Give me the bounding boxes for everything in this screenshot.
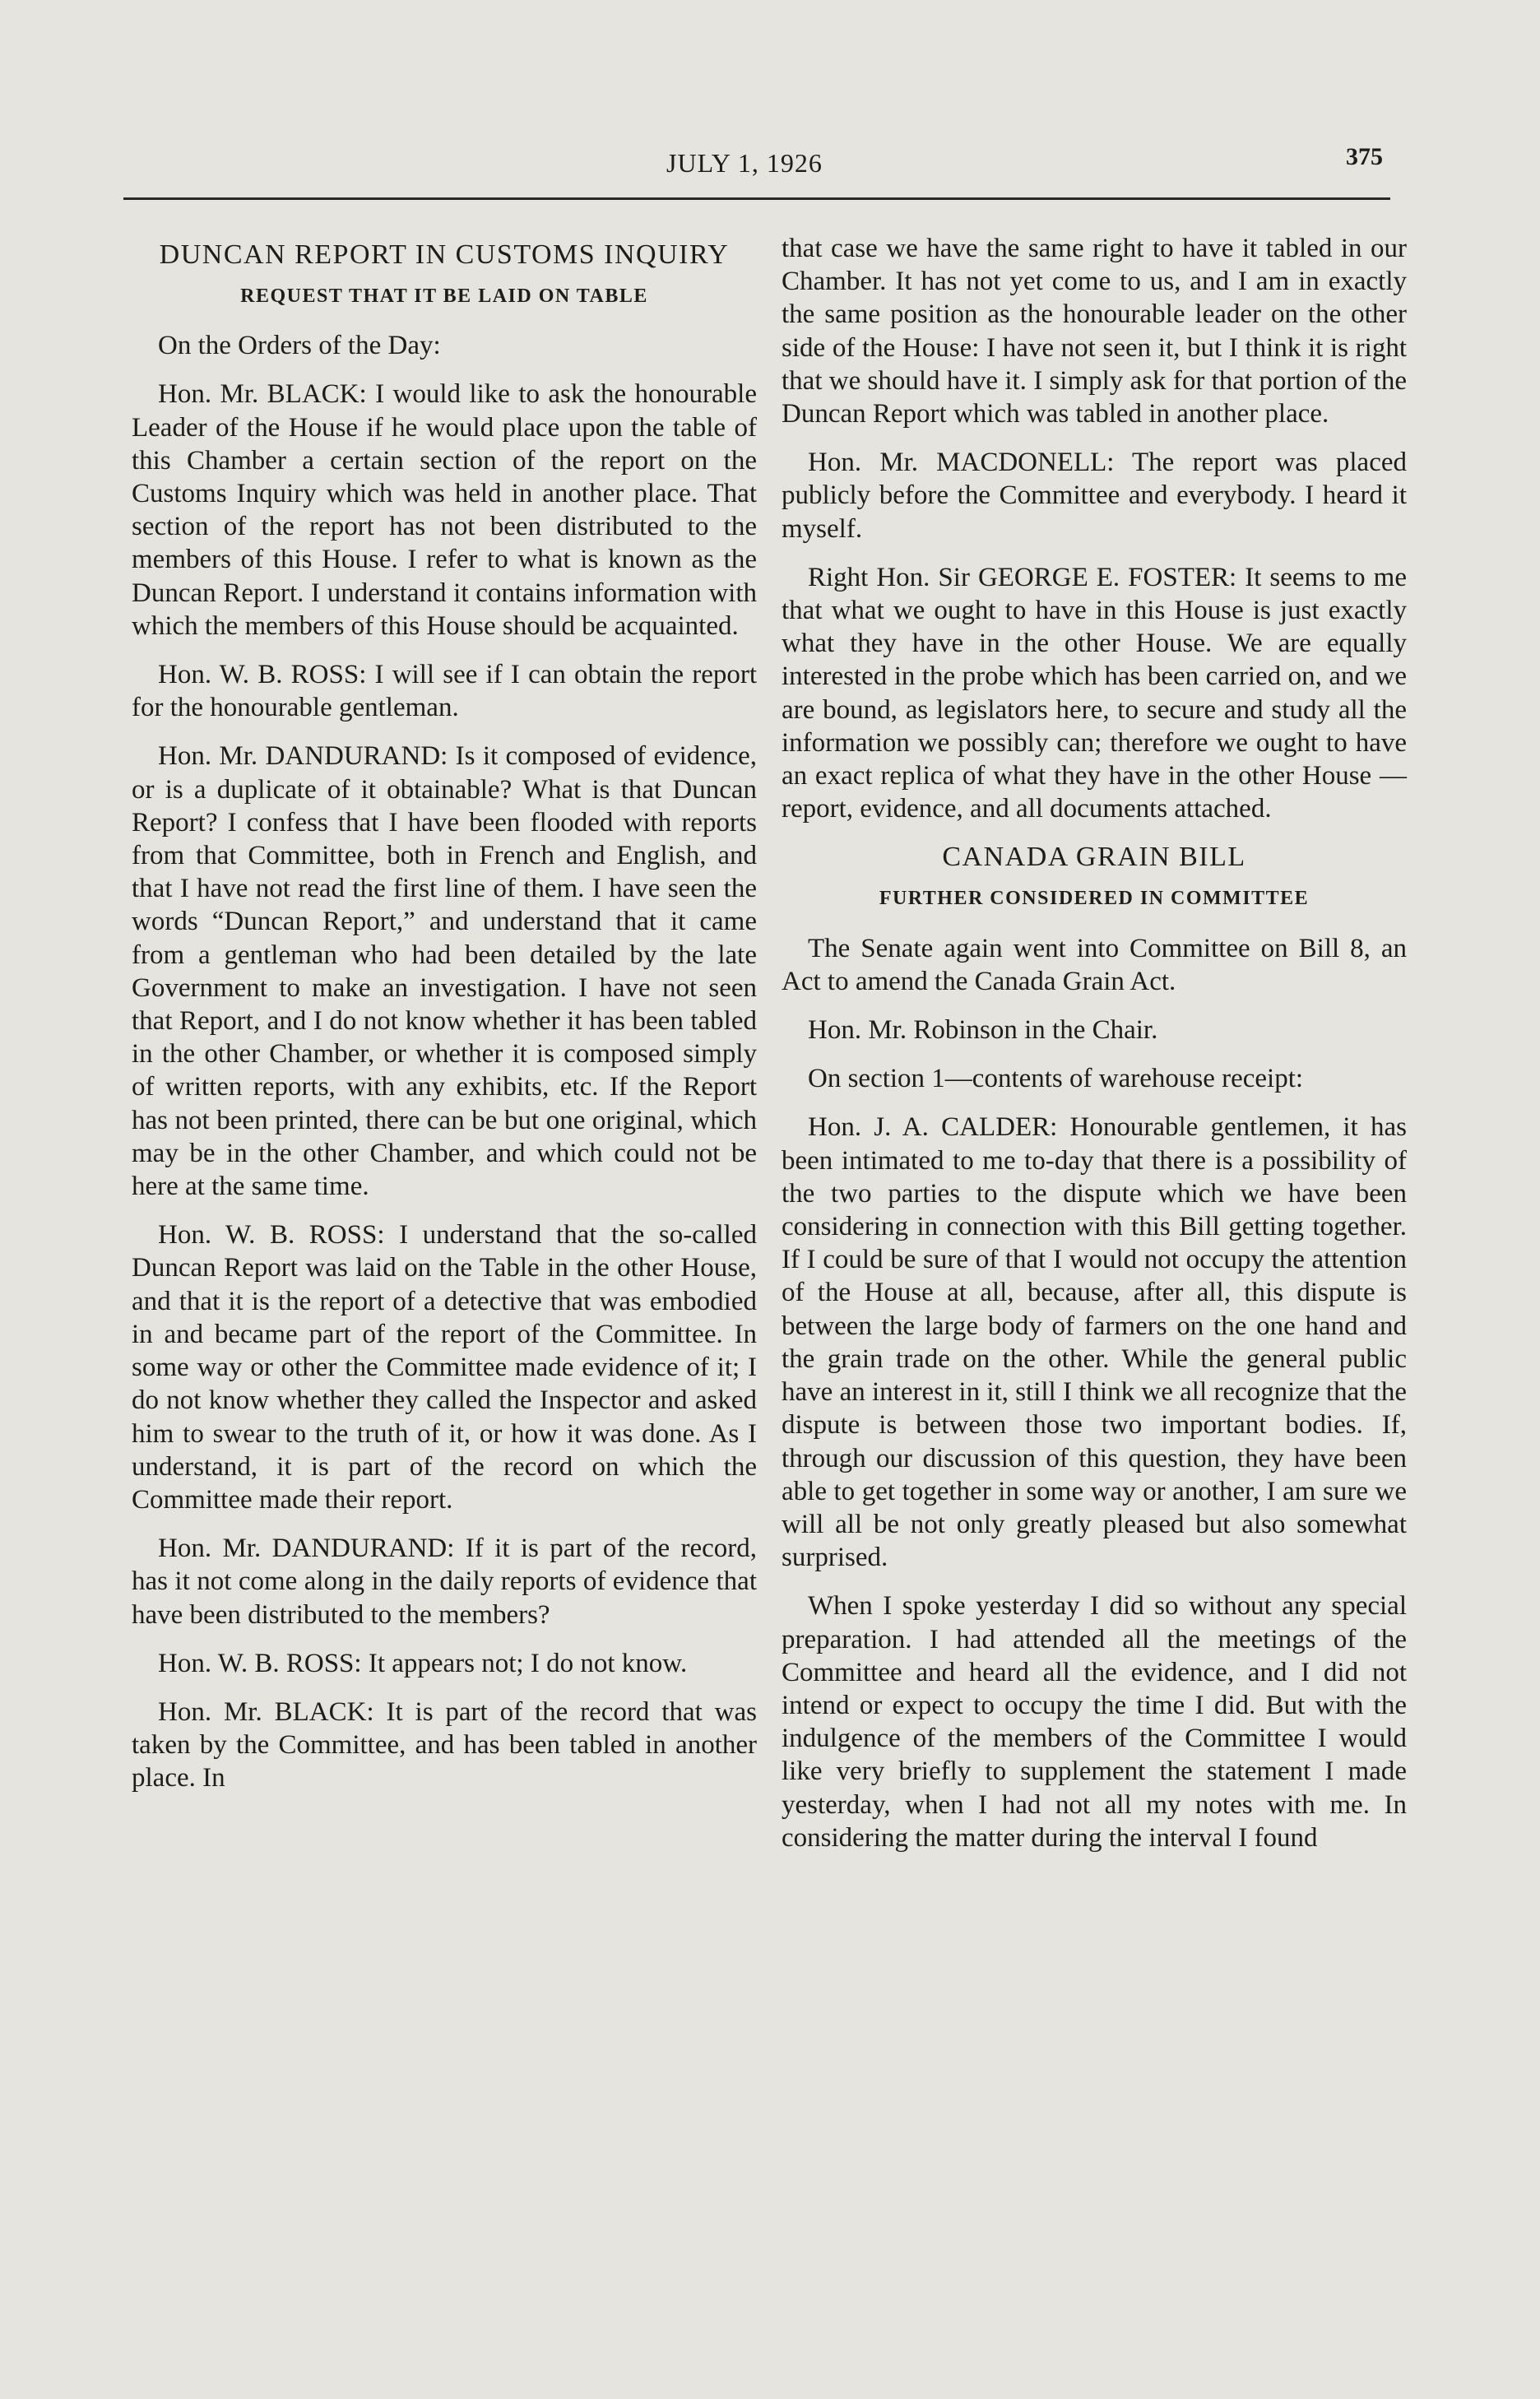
paragraph: On section 1—contents of warehouse receipt: [808, 1064, 1304, 1094]
paragraph: Hon. W. B. ROSS: I understand that the so-called Duncan Report was laid on the Table in the other House, and that it is the report of a detective that was embodied in and became part of the report of the Committee. In some way or other the Committee made evidence of it; I do not know whether they called the Inspector and asked him to swear to the truth of it, or how it was done. As I understand, it is part of the record on which the Committee made their report. [132, 1220, 757, 1515]
paragraph: Hon. W. B. ROSS: I will see if I can obtain the report for the honourable gentleman. [132, 660, 757, 723]
paragraph: Hon. Mr. DANDURAND: Is it composed of evidence, or is a duplicate of it obtainable? What is that Duncan Report? I confess that I have been flooded with reports from that Committee, both in French and English, and that I have not read the first line of them. I have seen the words “Duncan Report,” and understand that it came from a gentleman who had been detailed by the late Government to make an investigation. I have not seen that Report, and I do not know whether it has been tabled in the other Chamber, or whether it is composed simply of written reports, with any exhibits, etc. If the Report has not been printed, there can be but one original, which may be in the other Chamber, and which could not be here at the same time. [132, 741, 757, 1202]
paragraph: The Senate again went into Committee on Bill 8, an Act to amend the Canada Grain Act. [782, 933, 1407, 996]
paragraph: Hon. Mr. BLACK: I would like to ask the honourable Leader of the House if he would place upon the table of this Chamber a certain section of the report on the Customs Inquiry which was held in another place. That section of the report has not been distributed to the members of this House. I refer to what is known as the Duncan Report. I understand it contains information with which the members of this House should be acquainted. [132, 379, 757, 641]
page-header [0, 143, 1540, 189]
page-number: 375 [1346, 143, 1383, 170]
section-title-canada-grain-bill: CANADA GRAIN BILL [942, 842, 1246, 873]
paragraph: Hon. J. A. CALDER: Honourable gentlemen, it has been intimated to me to-day that there is a possibility of the two parties to the dispute which we have been considering in connection with this Bill getting together. If I could be sure of that I would not occupy the attention of the House at all, because, after all, this dispute is between the large body of farmers on the one hand and the grain trade on the other. While the general public have an interest in it, still I think we all recognize that the dispute is between those two important bodies. If, through our discussion of this question, they have been able to get together in some way or another, I am sure we will all be not only greatly pleased but also somewhat surprised. [782, 1112, 1407, 1573]
paragraph: Hon. Mr. BLACK: It is part of the record that was taken by the Committee, and has been tabled in another place. In [132, 1696, 757, 1793]
running-head: JULY 1, 1926 [666, 148, 823, 178]
paragraph: Hon. Mr. Robinson in the Chair. [808, 1015, 1158, 1046]
paragraph: Hon. Mr. MACDONELL: The report was placed publicly before the Committee and everybody. I heard it myself. [782, 448, 1407, 544]
right-column [782, 232, 1407, 1870]
paragraph: Hon. Mr. DANDURAND: If it is part of the record, has it not come along in the daily reports of evidence that have been distributed to the members? [132, 1534, 757, 1630]
paragraph: Hon. W. B. ROSS: It appears not; I do not know. [158, 1648, 688, 1678]
section-subtitle-duncan-report: REQUEST THAT IT BE LAID ON TABLE [240, 285, 648, 307]
paragraph-continued: that case we have the same right to have it tabled in our Chamber. It has not yet come to us, and I am in exactly the same position as the honourable leader on the other side of the House: I have not seen it, but I think it is right that we should have it. I simply ask for that portion of the Duncan Report which was tabled in another place. [782, 234, 1407, 429]
header-rule [123, 197, 1390, 200]
section-title-duncan-report: DUNCAN REPORT IN CUSTOMS INQUIRY [159, 239, 730, 270]
paragraph: On the Orders of the Day: [158, 331, 441, 361]
paragraph: Right Hon. Sir GEORGE E. FOSTER: It seems to me that what we ought to have in this House is just exactly what they have in the other House. We are equally interested in the probe which has been carried on, and we are bound, as legislators here, to secure and study all the information we possibly can; therefore we ought to have an exact replica of what they have in the other House —report, evidence, and all documents attached. [782, 562, 1407, 824]
paragraph: When I spoke yesterday I did so without any special preparation. I had attended all the meetings of the Committee and heard all the evidence, and I did not intend or expect to occupy the time I did. But with the indulgence of the members of the Committee I would like very briefly to supplement the statement I made yesterday, when I had not all my notes with me. In considering the matter during the interval I found [782, 1591, 1407, 1853]
left-column [132, 230, 757, 1811]
section-subtitle-canada-grain-bill: FURTHER CONSIDERED IN COMMITTEE [879, 888, 1310, 910]
